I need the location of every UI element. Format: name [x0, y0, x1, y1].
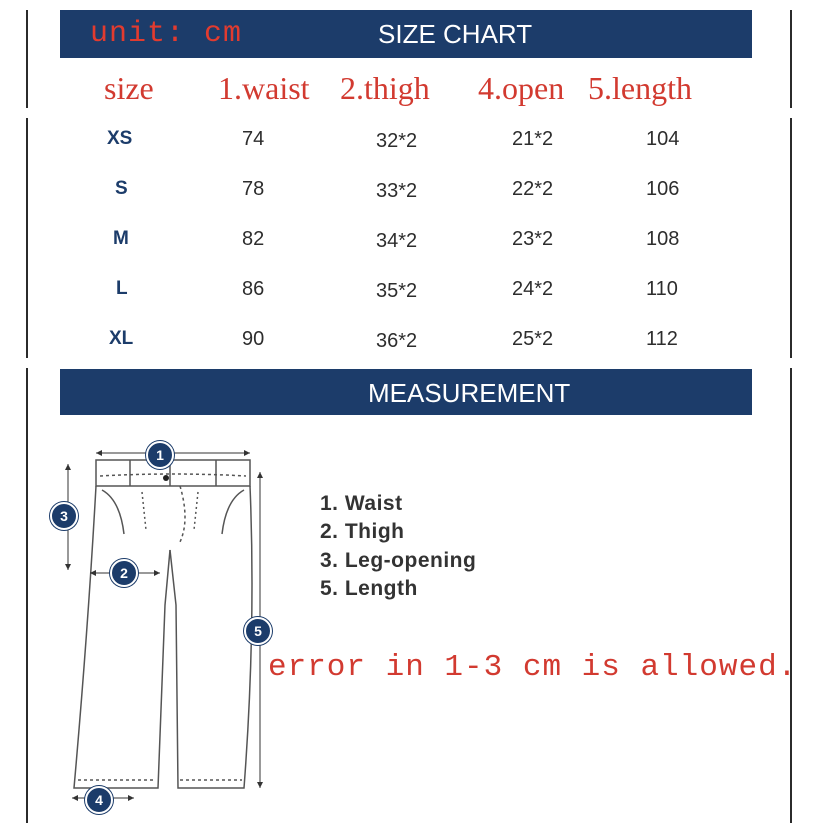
open-cell: 25*2	[512, 328, 554, 350]
waist-cell: 78	[242, 178, 265, 200]
legend-item-thigh: 2. Thigh	[320, 520, 405, 543]
open-cell: 23*2	[512, 228, 554, 250]
waistband-outline	[96, 460, 250, 486]
thigh-cell: 33*2	[376, 180, 418, 202]
size-chart-title: SIZE CHART	[378, 19, 533, 49]
column-header-open: 4.open	[478, 70, 565, 106]
waist-cell: 90	[242, 328, 265, 350]
column-header-waist: 1.waist	[218, 70, 310, 106]
column-header-length: 5.length	[588, 70, 692, 106]
thigh-cell: 36*2	[376, 330, 418, 352]
waist-cell: 86	[242, 278, 265, 300]
waist-cell: 82	[242, 228, 265, 250]
size-cell: L	[116, 278, 128, 299]
column-header-thigh: 2.thigh	[340, 70, 430, 106]
badge-leg-opening: 3	[50, 502, 78, 530]
left-edge-line	[26, 10, 28, 108]
length-cell: 112	[646, 328, 678, 350]
open-cell: 22*2	[512, 178, 554, 200]
thigh-cell: 34*2	[376, 230, 418, 252]
pants-diagram	[30, 430, 280, 820]
right-edge-line	[790, 368, 792, 823]
waist-cell: 74	[242, 128, 265, 150]
size-cell: XS	[107, 128, 133, 149]
legend-item-length: 5. Length	[320, 577, 418, 600]
tolerance-note: error in 1-3 cm is allowed.	[268, 650, 798, 685]
open-cell: 21*2	[512, 128, 554, 150]
legend-item-waist: 1. Waist	[320, 492, 403, 515]
length-cell: 104	[646, 128, 680, 150]
badge-hem: 4	[85, 786, 113, 814]
left-leg-outline	[74, 486, 170, 788]
thigh-cell: 35*2	[376, 280, 418, 302]
length-cell: 108	[646, 228, 680, 250]
right-edge-line	[790, 10, 792, 108]
badge-length: 5	[244, 617, 272, 645]
length-cell: 110	[646, 278, 678, 300]
right-leg-outline	[170, 486, 252, 788]
size-cell: XL	[109, 328, 134, 349]
column-header-size: size	[104, 70, 154, 106]
left-edge-line	[26, 368, 28, 823]
open-cell: 24*2	[512, 278, 554, 300]
measurement-title: MEASUREMENT	[368, 378, 571, 408]
size-cell: M	[113, 228, 129, 249]
size-cell: S	[115, 178, 128, 199]
left-edge-line	[26, 118, 28, 358]
length-cell: 106	[646, 178, 680, 200]
legend-item-leg-opening: 3. Leg-opening	[320, 549, 477, 572]
badge-waist: 1	[146, 441, 174, 469]
badge-thigh: 2	[110, 559, 138, 587]
right-edge-line	[790, 118, 792, 358]
thigh-cell: 32*2	[376, 130, 418, 152]
unit-label: unit: cm	[90, 17, 243, 51]
